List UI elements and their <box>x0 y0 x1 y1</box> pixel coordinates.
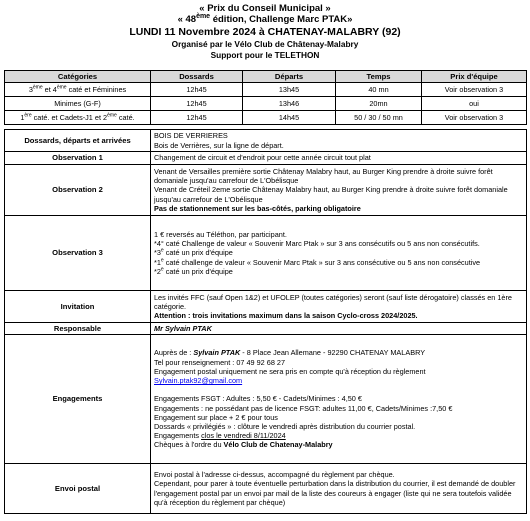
col-header-dossards: Dossards <box>151 71 243 83</box>
closing-date: Engagements clos le vendredi 8/11/2024 <box>154 431 286 441</box>
col-header-departs: Départs <box>243 71 336 83</box>
observation-1-text: Changement de circuit et d'endroit pour cette année circuit tout plat <box>151 152 527 165</box>
parking-notice: Pas de stationnement sur les bas-côtés, parking obligatoire <box>154 203 361 213</box>
category-cell: 3ème et 4ème caté et Féminines <box>5 83 151 97</box>
header-support: Support pour le TELETHON <box>210 50 320 60</box>
col-header-categories: Catégories <box>5 71 151 83</box>
observation-2-content <box>151 165 527 216</box>
postal-note: Engagement postal uniquement ne sera pris en compte qu'à réception du règlement <box>154 366 426 376</box>
table-row <box>5 83 527 97</box>
envoi-text-2: Cependant, pour parer à toute éventuelle perturbation dans la distribution du courrier, il est demandé de doubler l'engagement postal par un envoi par mail de la liste des coureurs à engager (liste qui ne sera toutefois validée qu'à réception du règlement par chèque) <box>154 479 516 507</box>
directions-versailles: Venant de Versailles première sortie Châtenay Malabry haut, au Burger King prendre à droite suivre forêt domaniale jusqu'au carrefour de L'Obélisque <box>154 166 493 186</box>
invitation-row <box>5 291 527 323</box>
responsable-name: Mr Sylvain PTAK <box>151 323 527 335</box>
fee-fsgt: Engagements FSGT : Adultes : 5,50 € - Cadets/Minimes : 4,50 € <box>154 394 362 404</box>
contact-address: Auprès de : Sylvain PTAK - 8 Place Jean Allemane - 92290 CHATENAY MALABRY <box>154 348 426 358</box>
dossards-cell: 12h45 <box>151 83 243 97</box>
prix-cell: Voir observation 3 <box>422 111 527 125</box>
challenge-1-line: *1e caté challenge de valeur « Souvenir Marc Ptak » sur 3 ans consécutive ou 5 ans non consécutive <box>154 257 481 267</box>
dossards-label: Dossards, départs et arrivées <box>5 130 151 152</box>
observation-1-label: Observation 1 <box>5 152 151 165</box>
contact-phone: Tel pour renseignement : 07 49 92 68 27 <box>154 357 286 367</box>
engagements-label: Engagements <box>5 335 151 464</box>
prize-3-line: *3e caté un prix d'équipe <box>154 247 233 258</box>
category-cell: 1ère caté. et Cadets-J1 et 2ème caté. <box>5 111 151 125</box>
schedule-table <box>4 70 527 125</box>
header-title-line1: « Prix du Conseil Municipal » <box>199 3 331 14</box>
invitation-text: Les invités FFC (sauf Open 1&2) et UFOLEP (toutes catégories) seront (sauf liste dérogatoire) classés en 1ère catégorie. <box>154 292 512 311</box>
responsable-label: Responsable <box>5 323 151 335</box>
envoi-postal-label: Envoi postal <box>5 464 151 514</box>
cheque-order: Chèques à l'ordre du Vélo Club de Chatenay-Malabry <box>154 440 333 450</box>
dossards-cell: 12h45 <box>151 111 243 125</box>
temps-cell: 20mn <box>336 97 422 111</box>
schedule-header-row <box>5 71 527 83</box>
details-table <box>4 129 527 514</box>
observation-3-row <box>5 216 527 291</box>
invitation-label: Invitation <box>5 291 151 323</box>
location-name: BOIS DE VERRIERES <box>154 131 228 141</box>
col-header-prix-equipe: Prix d'équipe <box>422 71 527 83</box>
header-title-line2: « 48ème édition, Challenge Marc PTAK» <box>177 12 353 25</box>
fee-on-site: Engagement sur place + 2 € pour tous <box>154 412 278 422</box>
dossards-cell: 12h45 <box>151 97 243 111</box>
email-link[interactable]: Sylvain.ptak92@gmail.com <box>154 376 243 386</box>
temps-cell: 40 mn <box>336 83 422 97</box>
telethon-line: 1 € reversés au Téléthon, par participant. <box>154 229 287 239</box>
directions-creteil: Venant de Créteil 2eme sortie Châtenay Malabry haut, au Burger King prendre à droite suivre forêt domaniale jusqu'au carrefour de L'Obélisque <box>154 185 508 204</box>
dossards-row <box>5 130 527 152</box>
observation-2-label: Observation 2 <box>5 165 151 216</box>
privileged-dossards: Dossards « privilégiés » : clôture le vendredi après distribution du courrier postal. <box>154 421 416 431</box>
invitation-content <box>151 291 527 323</box>
fee-non-licence: Engagements : ne possédant pas de licence FSGT: adultes 11,00 €, Cadets/Minimes :7,50 € <box>154 403 453 413</box>
engagements-row <box>5 335 527 464</box>
envoi-postal-row <box>5 464 527 514</box>
location-detail: Bois de Verrières, sur la ligne de départ. <box>154 140 284 150</box>
envoi-postal-content <box>151 464 527 514</box>
spacer <box>154 385 523 394</box>
col-header-temps: Temps <box>336 71 422 83</box>
prix-cell: Voir observation 3 <box>422 83 527 97</box>
category-cell: Minimes (G-F) <box>5 97 151 111</box>
departs-cell: 13h46 <box>243 97 336 111</box>
observation-1-row <box>5 152 527 165</box>
engagements-content <box>151 335 527 464</box>
observation-3-content <box>151 216 527 291</box>
challenge-4-line: *4° caté Challenge de valeur « Souvenir Marc Ptak » sur 3 ans consécutifs ou 5 ans non consécutifs. <box>154 239 480 249</box>
table-row <box>5 111 527 125</box>
header-organizer: Organisé par le Vélo Club de Châtenay-Malabry <box>171 39 359 49</box>
responsable-row <box>5 323 527 335</box>
observation-3-label: Observation 3 <box>5 216 151 291</box>
header-date-location: LUNDI 11 Novembre 2024 à CHATENAY-MALABRY (92) <box>129 26 401 38</box>
dossards-content <box>151 130 527 152</box>
departs-cell: 14h45 <box>243 111 336 125</box>
departs-cell: 13h45 <box>243 83 336 97</box>
invitation-warning: Attention : trois invitations maximum dans la saison Cyclo-cross 2024/2025. <box>154 311 418 321</box>
prix-cell: oui <box>422 97 527 111</box>
table-row <box>5 97 527 111</box>
observation-2-row <box>5 165 527 216</box>
envoi-text-1: Envoi postal à l'adresse ci-dessus, accompagné du règlement par chèque. <box>154 470 395 480</box>
temps-cell: 50 / 30 / 50 mn <box>336 111 422 125</box>
prize-2-line: *2e caté un prix d'équipe <box>154 266 233 276</box>
